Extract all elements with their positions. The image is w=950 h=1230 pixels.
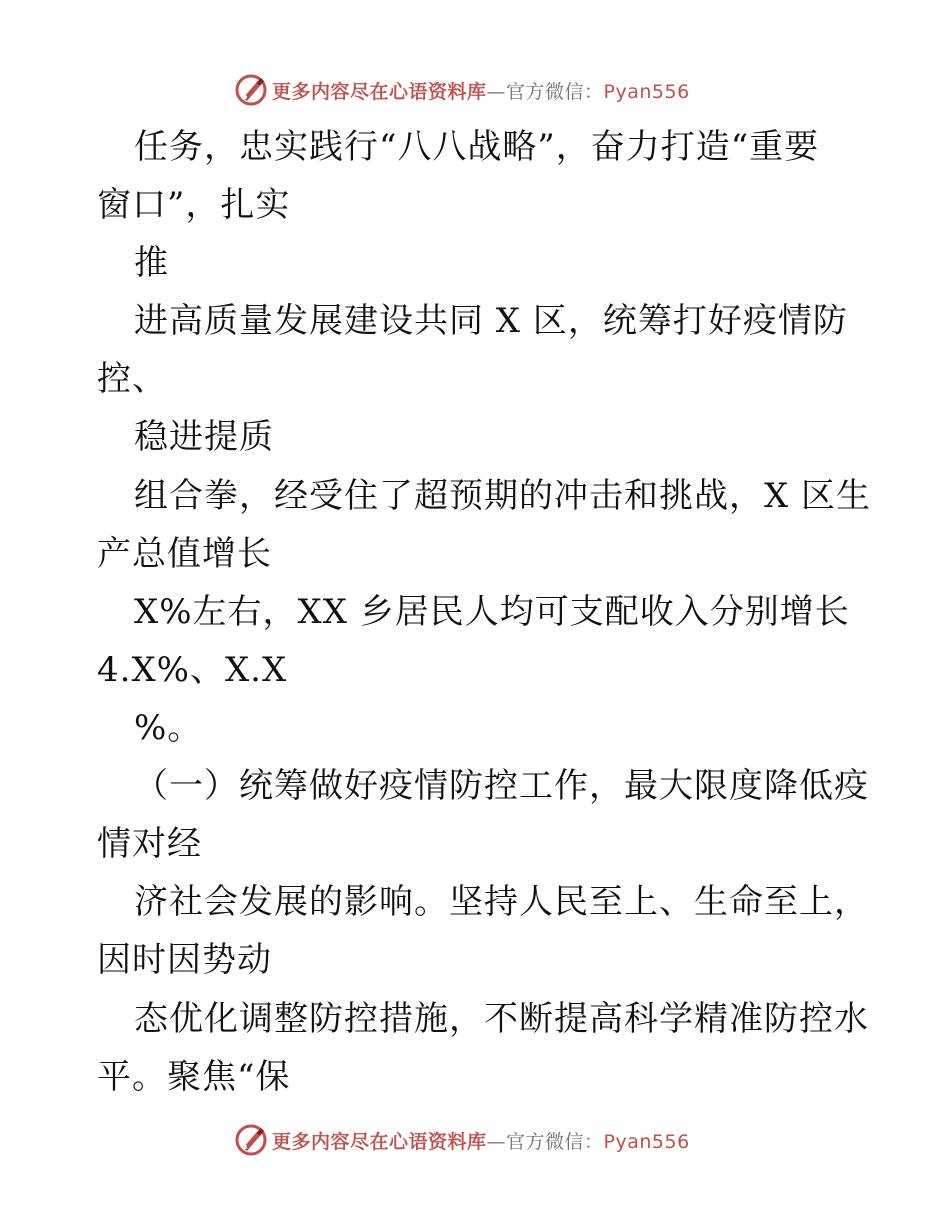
body-line: 因时因势动 (97, 940, 272, 980)
body-line: 窗口”，扎实 (97, 185, 291, 225)
header-dash: — (486, 80, 507, 103)
footer-brand-text: 更多内容尽在心语资料库 (272, 1130, 487, 1153)
body-line: %。 (134, 708, 203, 748)
body-line: 4.X%、X.X (97, 650, 288, 690)
body-line: 推 (134, 243, 169, 283)
header-brand-text: 更多内容尽在心语资料库 (272, 80, 487, 103)
pen-logo-icon (234, 73, 268, 107)
header-watermark-banner (234, 72, 690, 108)
footer-wechat-id: Pyan556 (603, 1130, 690, 1153)
body-line: （一）统筹做好疫情防控工作，最大限度降低疫 (134, 766, 869, 806)
header-wechat-label: 官方微信： (506, 80, 604, 103)
body-line: 组合拳，经受住了超预期的冲击和挑战，X 区生 (134, 476, 872, 516)
body-line: 济社会发展的影响。坚持人民至上、生命至上， (134, 882, 869, 922)
body-line: 态优化调整防控措施，不断提高科学精准防控水 (134, 999, 869, 1039)
header-banner-text (272, 77, 690, 104)
footer-watermark-banner (234, 1122, 690, 1158)
footer-wechat-label: 官方微信： (506, 1130, 604, 1153)
header-wechat-id: Pyan556 (603, 80, 690, 103)
pen-logo-icon (234, 1123, 268, 1157)
body-line: X%左右，XX 乡居民人均可支配收入分别增长 (134, 592, 850, 632)
body-line: 情对经 (97, 824, 202, 864)
body-line: 平。聚焦“保 (97, 1057, 291, 1097)
body-line: 控、 (97, 359, 167, 399)
footer-dash: — (486, 1130, 507, 1153)
body-line: 进高质量发展建设共同 X 区，统筹打好疫情防 (134, 301, 848, 341)
footer-banner-text (272, 1127, 690, 1154)
body-line: 产总值增长 (97, 534, 272, 574)
body-line: 稳进提质 (134, 417, 274, 457)
body-line: 任务，忠实践行“八八战略”，奋力打造“重要 (134, 127, 820, 167)
